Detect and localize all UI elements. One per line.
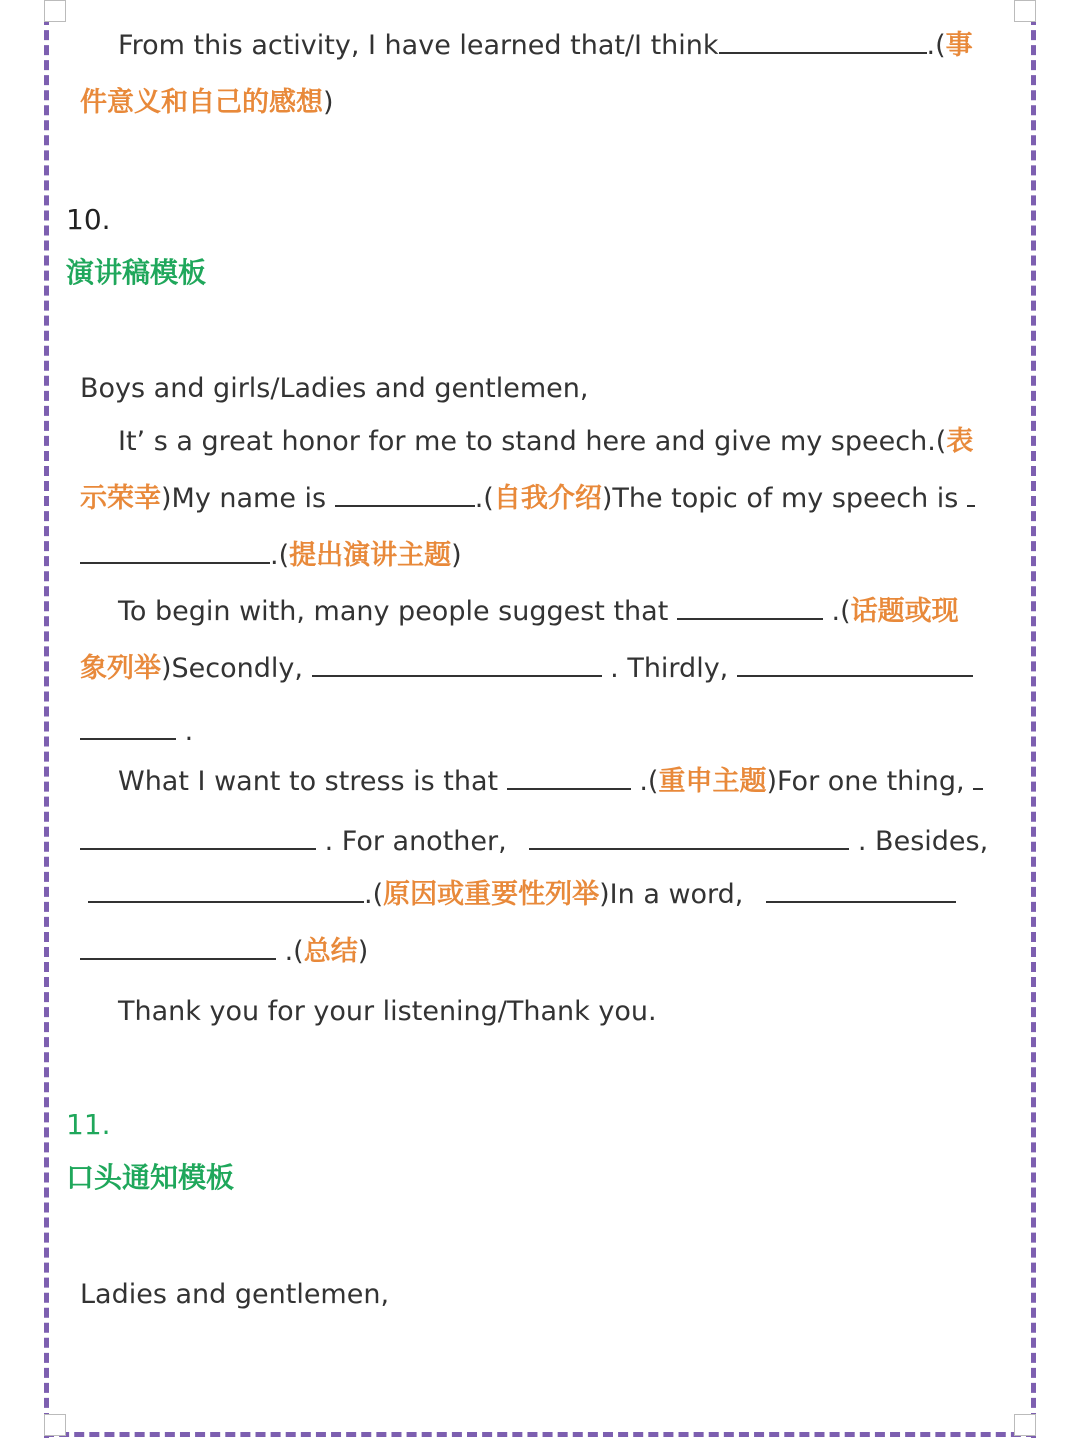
section10-p3-line3 xyxy=(88,877,956,913)
text: ) xyxy=(451,540,462,571)
blank xyxy=(335,485,475,507)
text: . Thirdly, xyxy=(610,653,729,684)
hint-text: 总结 xyxy=(303,936,358,967)
blank xyxy=(737,655,973,677)
section10-greeting: Boys and girls/Ladies and gentlemen, xyxy=(80,373,589,404)
blank xyxy=(507,768,631,790)
section10-p1-line1 xyxy=(118,424,973,460)
blank xyxy=(677,598,823,620)
section9-line2 xyxy=(80,85,334,121)
blank xyxy=(967,485,975,507)
blank xyxy=(80,542,270,564)
hint-text: 自我介绍 xyxy=(493,483,602,514)
section10-p3-line4 xyxy=(80,934,368,970)
section10-p2-line3 xyxy=(80,714,193,750)
text: ) xyxy=(357,936,369,967)
corner-mark xyxy=(1014,0,1036,22)
hint-text: 原因或重要性列举 xyxy=(383,879,600,910)
blank xyxy=(80,718,176,740)
blank xyxy=(80,938,276,960)
hint-text: 话题或现 xyxy=(850,596,959,627)
blank xyxy=(80,828,316,850)
text: What I want to stress is that xyxy=(118,766,499,797)
section10-p3-line1 xyxy=(118,764,983,800)
section10-p1-line3 xyxy=(80,538,462,574)
section10-title: 演讲稿模板 xyxy=(66,256,207,289)
corner-mark xyxy=(44,1414,66,1436)
text: . xyxy=(184,716,194,747)
text: To begin with, many people suggest that xyxy=(118,596,669,627)
hint-text: 事 xyxy=(945,30,973,61)
section10-p2-line1 xyxy=(118,594,959,630)
page-border-left xyxy=(44,0,49,1438)
blank xyxy=(719,32,927,54)
text: .( xyxy=(284,936,304,967)
text: . For another, xyxy=(324,826,507,857)
hint-text: 重申主题 xyxy=(658,766,767,797)
text: .( xyxy=(270,540,290,571)
text: .( xyxy=(926,30,946,61)
blank xyxy=(529,828,849,850)
section10-p3-line2 xyxy=(80,824,988,860)
corner-mark xyxy=(1014,1414,1036,1436)
text: )In a word, xyxy=(599,879,744,910)
section11-number: 11. xyxy=(66,1108,111,1141)
text: .( xyxy=(639,766,659,797)
section10-p2-line2 xyxy=(80,651,973,687)
text: )Secondly, xyxy=(161,653,303,684)
text: . Besides, xyxy=(857,826,989,857)
page-border-bottom xyxy=(44,1432,1036,1437)
hint-text: 示荣幸 xyxy=(80,483,161,514)
text: .( xyxy=(474,483,494,514)
text: )My name is xyxy=(161,483,327,514)
page-border-right xyxy=(1031,0,1036,1438)
text: )The topic of my speech is xyxy=(601,483,959,514)
section10-p1-line2 xyxy=(80,481,975,517)
text: .( xyxy=(364,879,384,910)
blank xyxy=(973,768,983,790)
hint-text: 件意义和自己的感想 xyxy=(80,87,323,118)
hint-text: 象列举 xyxy=(80,653,161,684)
text: From this activity, I have learned that/I think xyxy=(118,30,719,61)
section11-greeting: Ladies and gentlemen, xyxy=(80,1279,390,1310)
text: ) xyxy=(323,87,334,118)
text: )For one thing, xyxy=(766,766,965,797)
blank xyxy=(312,655,602,677)
corner-mark xyxy=(44,0,66,22)
section9-line1 xyxy=(118,28,973,64)
text: It’ s a great honor for me to stand here and give my speech.( xyxy=(118,426,947,457)
hint-text: 提出演讲主题 xyxy=(289,540,452,571)
blank xyxy=(766,881,956,903)
section11-title: 口头通知模板 xyxy=(66,1161,235,1194)
hint-text: 表 xyxy=(946,426,974,457)
section10-thanks: Thank you for your listening/Thank you. xyxy=(118,996,657,1027)
text: .( xyxy=(831,596,851,627)
blank xyxy=(88,881,364,903)
section10-number: 10. xyxy=(66,203,111,236)
